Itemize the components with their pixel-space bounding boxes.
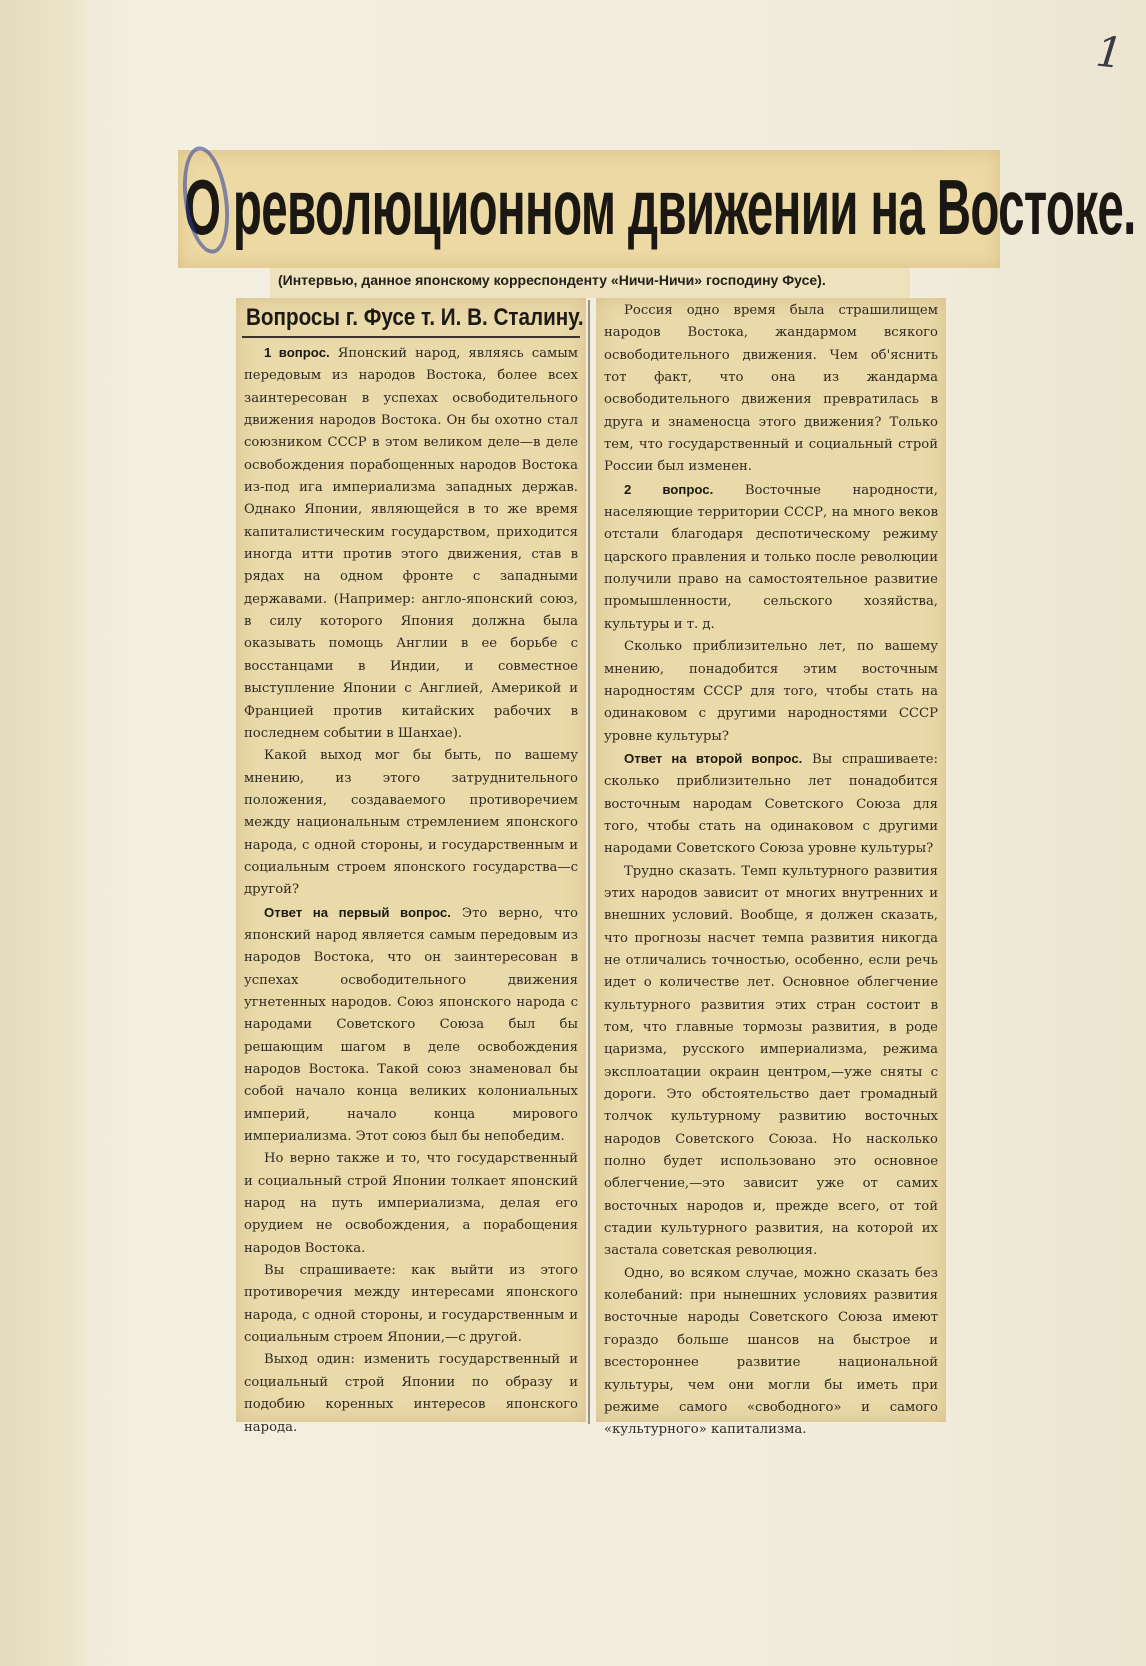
question-1-lead: 1 вопрос. [264,345,330,360]
binding-edge [0,0,90,1666]
column-heading: Вопросы г. Фусе т. И. В. Сталину. [246,304,584,331]
question-1-paragraph [244,342,578,745]
question-2-lead: 2 вопрос. [624,481,714,497]
question-2-text: Восточные народности, населяющие территории СССР, на много веков отстали благодаря деспотическому режиму царского правления и только после революции получили право на самостоятельное развитие промышленности, сельского хозяйства, культуры и т. д. [604,482,938,632]
page-number: 1 [1093,26,1126,79]
left-column-text [244,342,578,1439]
answer-2-lead: Ответ на второй вопрос. [624,750,803,766]
answer-2-paragraph [604,748,938,861]
subtitle: (Интервью, данное японскому корреспонденту «Ничи-Ничи» господину Фусе). [278,272,826,288]
left-column-clipping [236,298,586,1435]
answer-1-paragraph-4: Выход один: изменить государственный и социальный строй Японии по образу и подобию коренных интересов японского народа. [244,1352,578,1435]
column-divider [588,300,590,1424]
right-column-clipping [596,298,946,1438]
answer-2-paragraph-2: Трудно сказать. Темп культурного развития этих народов зависит от многих внутренних и внешних условий. Вообще, я должен сказать, что прогнозы насчет темпа развития никогда не отличались точностью, особенно, если речь идет о количестве лет. Основное облегчение культурного развития этих стран состоит в том, что главные тормозы развития, в роде царизма, русского империализма, режима эксплоатации окраин центром,—уже сняты с дороги. Это обстоятельство дает громадный толчок культурному развитию восточных народов Советского Союза. Но насколько полно будет использовано это основное облегчение,—это зависит уже от самих восточных народов и, прежде всего, от той стадии культурного развития, на которой их застала советская революция. [604,863,938,1259]
answer-1-text: Это верно, что японский народ является самым передовым из народов Востока, что он заинтересован в успехах освободительного движения угнетенных народов. Союз японского народа с народами Советского Союза был бы решающим шагом в деле освобождения народов Востока. Такой союз знаменовал бы собой начало конца великих колониальных империй, начало конца мирового империализма. Этот союз был бы непобедим. [244,905,578,1145]
answer-1-paragraph-2: Но верно также и то, что государственный и социальный строй Японии толкает японский народ на путь империализма, делая его орудием не освобождения, а порабощения народов Востока. [244,1151,578,1256]
answer-2-paragraph-3: Одно, во всяком случае, можно сказать без колебаний: при нынешних условиях развития восточные народы Советского Союза имеют гораздо больше шансов на быстрое и всестороннее развитие национальной культуры, чем они могли бы иметь при режиме самого «свободного» и самого «культурного» капитализма. [604,1265,938,1438]
question-2-paragraph-2: Сколько приблизительно лет, по вашему мнению, понадобится этим восточным народностям СССР для того, чтобы стать на одинаковом с другими народностями СССР уровне культуры? [604,639,938,744]
answer-1-paragraph [244,902,578,1149]
subtitle-clipping [270,268,910,298]
headline: О революционном движении на Востоке. [184,164,1136,252]
answer-continued-paragraph: Россия одно время была страшилищем народов Востока, жандармом всякого освободительного движения. Чем об'яснить тот факт, что она из жандарма освободительного движения превратилась в друга и знаменосца этого движения? Только тем, что государственный и социальный строй России был изменен. [604,303,938,475]
question-2-paragraph [604,479,938,636]
answer-1-lead: Ответ на первый вопрос. [264,904,451,920]
right-column-text [604,300,938,1442]
answer-1-paragraph-3: Вы спрашиваете: как выйти из этого противоречия между интересами японского народа, с одной стороны, и государственным и социальным строем Японии,—с другой. [244,1263,578,1346]
question-1-paragraph-2: Какой выход мог бы быть, по вашему мнению, из этого затруднительного положения, создаваемого противоречием между национальным стремлением японского народа, с одной стороны, и государственным и социальным строем японского государства—с другой? [244,748,578,898]
heading-rule [242,336,580,338]
question-1-text: Японский народ, являясь самым передовым из народов Востока, более всех заинтересован в успехах освободительного движения народов Востока. Он бы охотно стал союзником СССР в этом великом деле—в деле освобождения порабощенных народов Востока из-под ига империализма западных держав. Однако Японии, являющейся в то же время капиталистическим государством, приходится иногда итти против этого движения, став в рядах на одном фронте с западными державами. (Например: англо-японский союз, в силу которого Япония должна была оказывать помощь Англии в ее борьбе с восстанцами в Индии, и совместное выступление Японии с Англией, Америкой и Францией против китайских рабочих в последнем событии в Шанхае). [244,346,578,741]
headline-clipping [178,150,1136,268]
answer-2-text: Вы спрашиваете: сколько приблизительно лет понадобится восточным народам Советского Союза для того, чтобы стать на одинаковом с другими народами Советского Союза уровне культуры? [604,751,938,857]
